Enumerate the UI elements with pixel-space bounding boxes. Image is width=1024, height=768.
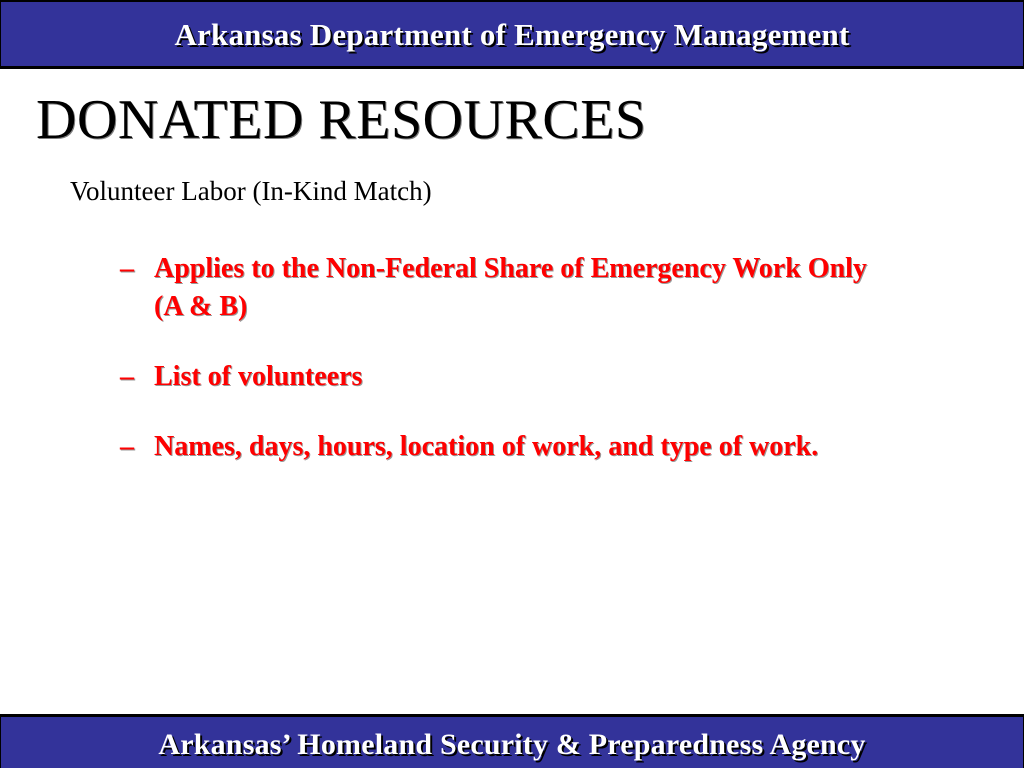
bullet-text: Applies to the Non-Federal Share of Emergency Work Only (A & B): [154, 253, 867, 322]
bullet-item: [120, 250, 880, 326]
bullet-list: [120, 250, 880, 466]
bullet-dash-icon: –: [120, 361, 134, 392]
bullet-item: [120, 358, 880, 396]
footer-banner: [0, 714, 1024, 768]
footer-banner-text: Arkansas’ Homeland Security & Preparedness Agency: [158, 728, 866, 761]
bullet-text: Names, days, hours, location of work, and type of work.: [154, 431, 819, 462]
bullet-text: List of volunteers: [154, 361, 363, 392]
slide-subtitle: Volunteer Labor (In-Kind Match): [70, 176, 432, 206]
slide-title: DONATED RESOURCES: [36, 89, 647, 151]
bullet-dash-icon: –: [120, 431, 134, 462]
bullet-item: [120, 428, 880, 466]
bullet-dash-icon: –: [120, 253, 134, 284]
header-banner-text: Arkansas Department of Emergency Management: [174, 17, 850, 52]
header-banner: [0, 0, 1024, 69]
